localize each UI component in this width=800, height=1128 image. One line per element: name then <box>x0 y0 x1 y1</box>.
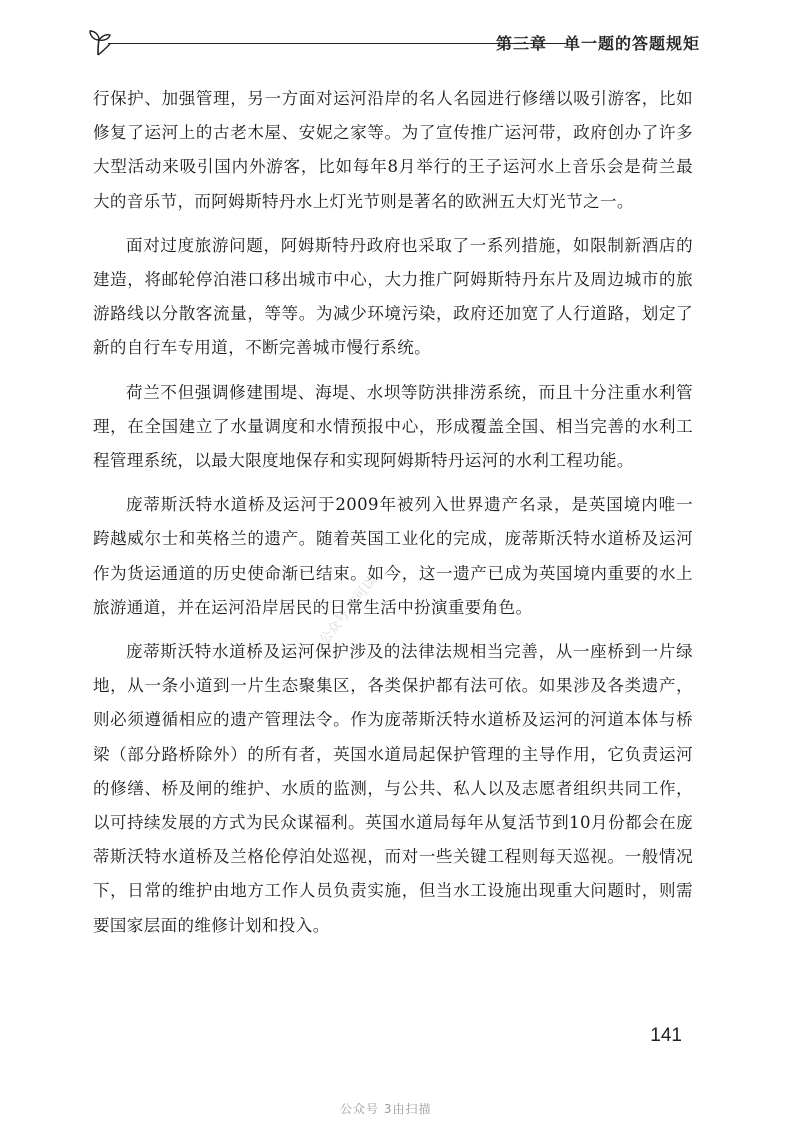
paragraph: 荷兰不但强调修建围堤、海堤、水坝等防洪排涝系统，而且十分注重水利管理，在全国建立了水量调度和水情预报中心，形成覆盖全国、相当完善的水利工程管理系统，以最大限度地保存和实现阿姆斯特丹运河的水利工程功能。 <box>93 382 693 471</box>
running-header <box>88 28 700 58</box>
paragraph: 行保护、加强管理，另一方面对运河沿岸的名人名园进行修缮以吸引游客，比如修复了运河上的古老木屋、安妮之家等。为了宣传推广运河带，政府创办了许多大型活动来吸引国内外游客，比如每年8月举行的王子运河水上音乐会是荷兰最大的音乐节，而阿姆斯特丹水上灯光节则是著名的欧洲五大灯光节之一。 <box>93 89 693 211</box>
chapter-title: 第三章 单一题的答题规矩 <box>495 34 700 53</box>
paragraph: 庞蒂斯沃特水道桥及运河于2009年被列入世界遗产名录，是英国境内唯一跨越威尔士和英格兰的遗产。随着英国工业化的完成，庞蒂斯沃特水道桥及运河作为货运通道的历史使命渐已结束。如今，这一遗产已成为英国境内重要的水上旅游通道，并在运河沿岸居民的日常生活中扮演重要角色。 <box>93 495 693 617</box>
body-text <box>93 82 693 953</box>
paragraph: 庞蒂斯沃特水道桥及运河保护涉及的法律法规相当完善，从一座桥到一片绿地，从一条小道到一片生态聚集区，各类保护都有法可依。如果涉及各类遗产，则必须遵循相应的遗产管理法令。作为庞蒂斯沃特水道桥及运河的河道本体与桥梁（部分路桥除外）的所有者，英国水道局起保护管理的主导作用，它负责运河的修缮、桥及闸的维护、水质的监测，与公共、私人以及志愿者组织共同工作，以可持续发展的方式为民众谋福利。英国水道局每年从复活节到10月份都会在庞蒂斯沃特水道桥及兰格伦停泊处巡视，而对一些关键工程则每天巡视。一般情况下，日常的维护由地方工作人员负责实施，但当水工设施出现重大问题时，则需要国家层面的维修计划和投入。 <box>93 642 693 935</box>
paragraph: 面对过度旅游问题，阿姆斯特丹政府也采取了一系列措施，如限制新酒店的建造，将邮轮停泊港口移出城市中心，大力推广阿姆斯特丹东片及周边城市的旅游路线以分散客流量，等等。为减少环境污染，政府还加宽了人行道路，划定了新的自行车专用道，不断完善城市慢行系统。 <box>93 235 693 358</box>
watermark: 公众号 宝可以 <box>317 573 380 648</box>
footer-stamp: 公众号 3由扫描 <box>340 1102 432 1116</box>
page-number: 141 <box>650 1025 682 1046</box>
